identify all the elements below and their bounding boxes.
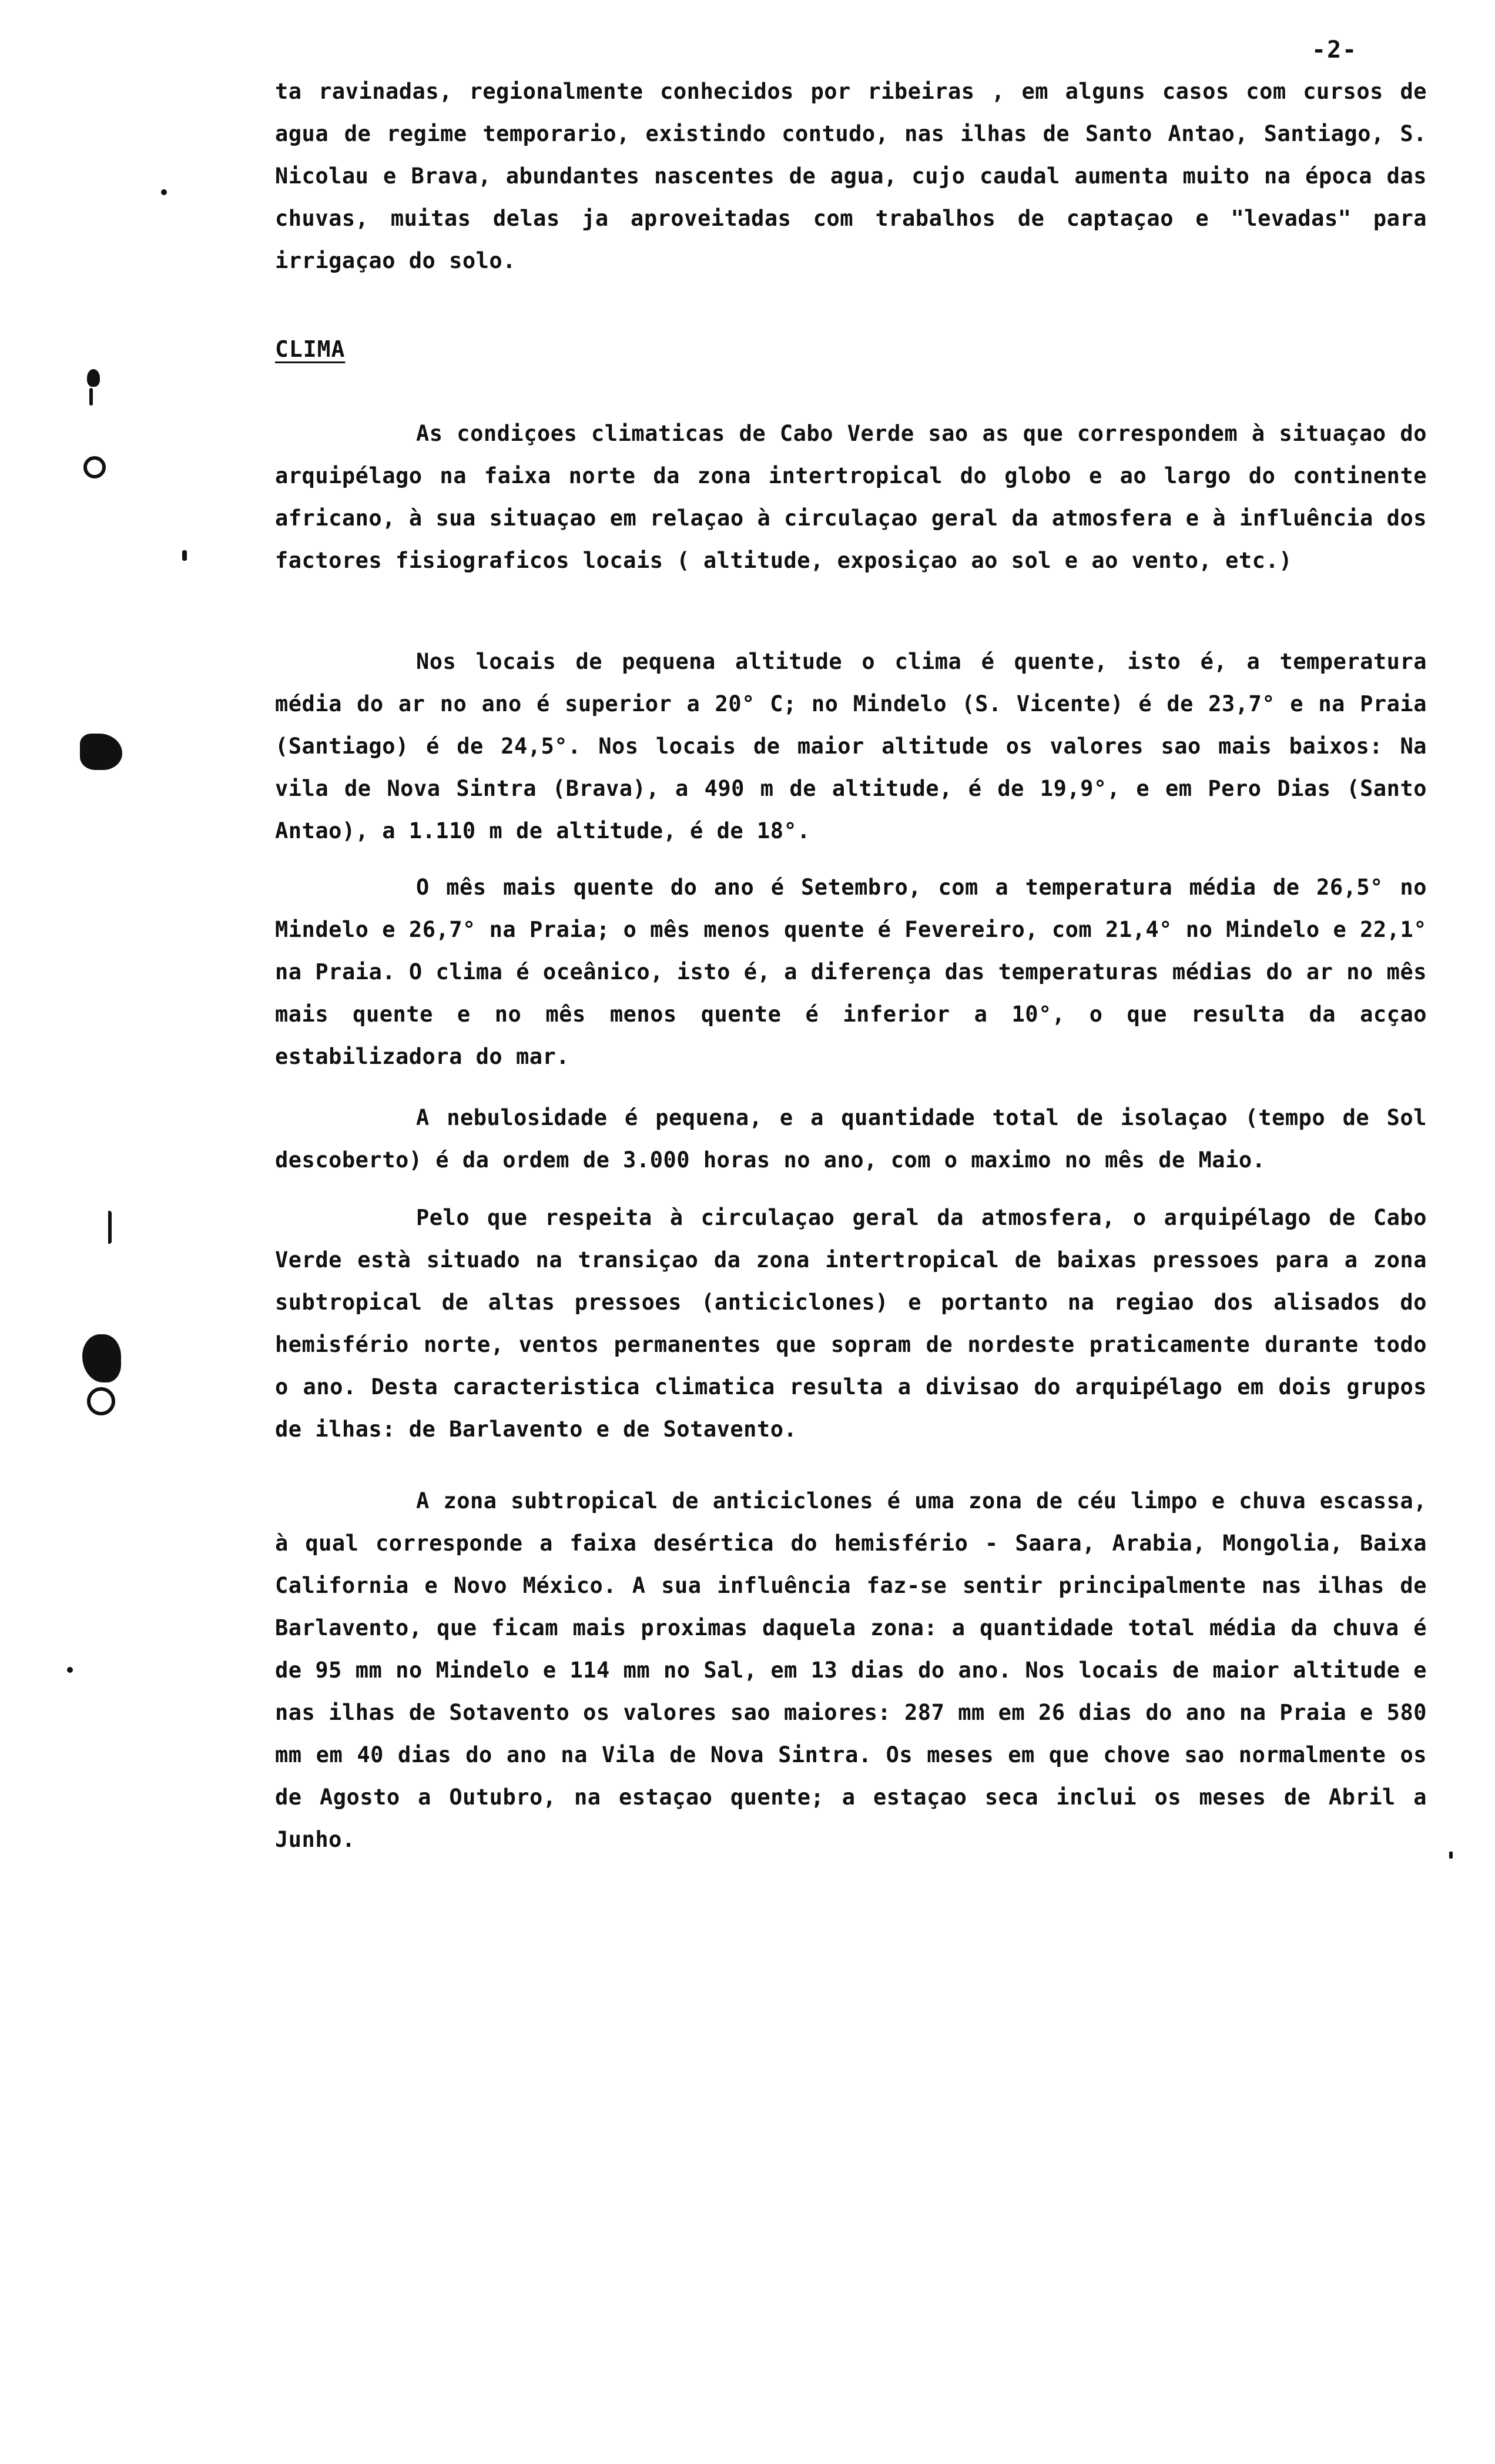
paragraph-block-p2 bbox=[275, 641, 1427, 852]
paragraph-block-p1 bbox=[275, 413, 1427, 582]
paragraph-temperature: Nos locais de pequena altitude o clima é quente, isto é, a temperatura média do ar no ano é superior a 20° C; no Mindelo (S. Vicente) é de 23,7° e na Praia (Santiago) é de 24,5°. Nos locais de maior altitude os valores sao mais baixos: Na vila de Nova Sintra (Brava), a 490 m de altitude, é de 19,9°, e em Pero Dias (Santo Antao), a 1.110 m de altitude, é de 18°. bbox=[275, 649, 1427, 843]
punch-hole-mark bbox=[89, 388, 93, 406]
margin-mark bbox=[103, 1211, 112, 1244]
paragraph-cloudiness: A nebulosidade é pequena, e a quantidade total de isolaçao (tempo de Sol descoberto) é da ordem de 3.000 horas no ano, com o maximo no mês de Maio. bbox=[275, 1105, 1427, 1173]
margin-mark bbox=[161, 189, 167, 195]
punch-hole-mark bbox=[82, 1334, 121, 1382]
paragraph-block-p4 bbox=[275, 1097, 1427, 1181]
paragraph-atmospheric-circulation: Pelo que respeita à circulaçao geral da atmosfera, o arquipélago de Cabo Verde està situado na transiçao da zona intertropical de baixas pressoes para a zona subtropical de altas pressoes (anticiclones) e portanto na regiao dos alisados do hemisfério norte, ventos permanentes que sopram de nordeste praticamente durante todo o ano. Desta caracteristica climatica resulta a divisao do arquipélago em dois grupos de ilhas: de Barlavento e de Sotavento. bbox=[275, 1205, 1427, 1442]
paragraph-block-p6 bbox=[275, 1480, 1427, 1861]
paragraph-intro: ta ravinadas, regionalmente conhecidos por ribeiras , em alguns casos com cursos de agua de regime temporario, existindo contudo, nas ilhas de Santo Antao, Santiago, S. Nicolau e Brava, abundantes nascentes de agua, cujo caudal aumenta muito na época das chuvas, muitas delas ja aproveitadas com trabalhos de captaçao e "levadas" para irrigaçao do solo. bbox=[275, 79, 1427, 273]
section-heading-clima: CLIMA bbox=[275, 336, 346, 362]
paragraph-block-p3 bbox=[275, 866, 1427, 1078]
paragraph-subtropical-zone: A zona subtropical de anticiclones é uma zona de céu limpo e chuva escassa, à qual corresponde a faixa desértica do hemisfério - Saara, Arabia, Mongolia, Baixa California e Novo México. A sua influência faz-se sentir principalmente nas ilhas de Barlavento, que ficam mais proximas daquela zona: a quantidade total média da chuva é de 95 mm no Mindelo e 114 mm no Sal, em 13 dias do ano. Nos locais de maior altitude e nas ilhas de Sotavento os valores sao maiores: 287 mm em 26 dias do ano na Praia e 580 mm em 40 dias do ano na Vila de Nova Sintra. Os meses em que chove sao normalmente os de Agosto a Outubro, na estaçao quente; a estaçao seca inclui os meses de Abril a Junho. bbox=[275, 1488, 1427, 1852]
punch-hole-mark bbox=[87, 369, 100, 387]
intro-paragraph-block bbox=[275, 71, 1427, 282]
margin-mark bbox=[1449, 1852, 1453, 1859]
punch-hole-mark bbox=[83, 456, 106, 478]
page-number: -2- bbox=[1312, 36, 1358, 63]
paragraph-climate-conditions: As condiçoes climaticas de Cabo Verde sao as que correspondem à situaçao do arquipélago na faixa norte da zona intertropical do globo e ao largo do continente africano, à sua situaçao em relaçao à circulaçao geral da atmosfera e à influência dos factores fisiograficos locais ( altitude, exposiçao ao sol e ao vento, etc.) bbox=[275, 421, 1427, 573]
paragraph-block-p5 bbox=[275, 1197, 1427, 1451]
punch-hole-mark bbox=[87, 1387, 115, 1415]
paragraph-warmest-month: O mês mais quente do ano é Setembro, com a temperatura média de 26,5° no Mindelo e 26,7° na Praia; o mês menos quente é Fevereiro, com 21,4° no Mindelo e 22,1° na Praia. O clima é oceânico, isto é, a diferença das temperaturas médias do ar no mês mais quente e no mês menos quente é inferior a 10°, o que resulta da acçao estabilizadora do mar. bbox=[275, 875, 1427, 1069]
punch-hole-mark bbox=[80, 734, 122, 770]
margin-mark bbox=[182, 550, 187, 561]
margin-mark bbox=[67, 1667, 73, 1673]
